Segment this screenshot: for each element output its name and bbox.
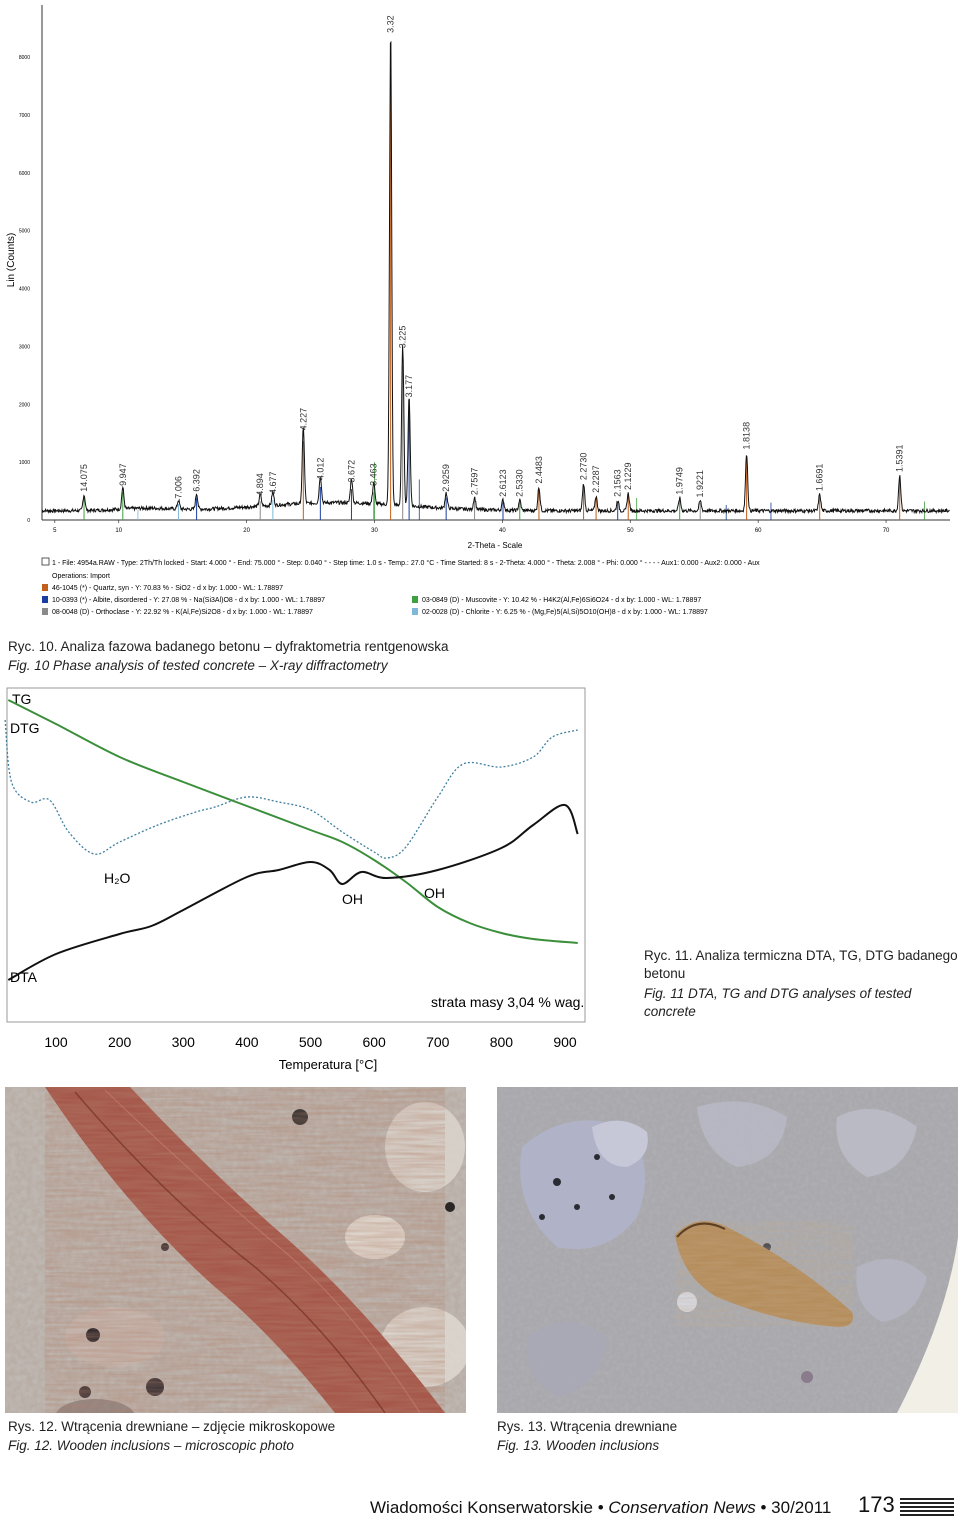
xrd-peak-label: 7.006 [173,476,184,499]
legend-albite: 10-0393 (*) - Albite, disordered - Y: 27.08 % - Na(Si3Al)O8 - d x by: 1.000 - WL: 1.78897 [52,597,326,604]
xrd-x-tick: 60 [754,528,762,534]
xrd-x-tick: 50 [626,528,634,534]
xrd-y-ticks [19,55,30,524]
thermal-x-tick: 300 [171,1034,195,1050]
xrd-x-tick: 40 [499,528,506,534]
xrd-y-tick: 0 [27,518,30,524]
legend-chlorite: 02-0028 (D) - Chlorite - Y: 6.25 % - (Mg,Fe)5(Al,Si)5O10(OH)8 - d x by: 1.000 - WL: 1.78897 [422,609,708,616]
xrd-peak-label: 2.1563 [612,469,623,497]
thermal-x-tick: 500 [298,1034,323,1050]
legend-swatch-quartz [42,584,48,591]
xrd-y-label: Lin (Counts) [6,232,17,288]
caption-fig12-pl: Rys. 12. Wtrącenia drewniane – zdjęcie mikroskopowe [8,1419,336,1434]
xrd-x-label: 2-Theta - Scale [467,541,523,550]
xrd-peak-label: 4.012 [315,457,326,481]
thermal-x-tick: 400 [235,1034,259,1050]
journal-name: Wiadomości Konserwatorskie • [370,1498,609,1517]
xrd-y-tick: 8000 [18,55,30,62]
thermal-x-tick: 900 [553,1034,577,1050]
xrd-x-tick: 10 [115,528,123,534]
legend-main: 1 - File: 4954a.RAW - Type: 2Th/Th locked - Start: 4.000 ° - End: 75.000 ° - Step: 0.040 ° - Step time: 1.0 s - Temp.: 27.0 °C - Time Started: 8 s - 2-Theta: 4.000 ° - Theta: 2.008 ° - Phi: 0.000 ° - - - - Aux1: 0.000 - Aux2: 0.000 - Aux [52,560,760,567]
legend-quartz: 46-1045 (*) - Quartz, syn - Y: 70.83 % - SiO2 - d x by: 1.000 - WL: 1.78897 [52,585,283,592]
xrd-peak-label: 2.6123 [498,469,509,497]
xrd-peak-labels [79,15,905,498]
xrd-peak-label: 4.677 [267,471,278,495]
xrd-y-tick: 3000 [18,344,30,351]
page-number: 173 [858,1492,895,1517]
xrd-y-tick: 1000 [18,460,30,467]
xrd-peak-label: 2.5330 [514,469,525,497]
caption-fig10-pl: Ryc. 10. Analiza fazowa badanego betonu – dyfraktometria rentgenowska [8,639,449,654]
xrd-peak-label: 4.894 [255,473,266,496]
journal-name-en: Conservation News [608,1498,756,1517]
xrd-peak-label: 3.177 [404,374,415,398]
xrd-x-tick: 70 [882,528,890,534]
xrd-x-ticks [53,520,890,534]
xrd-y-tick: 5000 [18,228,30,235]
label-dtg: DTG [10,720,40,736]
xrd-peak-label: 2.1229 [623,462,634,490]
xrd-peak-label: 1.6691 [814,463,825,492]
legend-muscovite: 03-0849 (D) - Muscovite - Y: 10.42 % - H4K2(Al,Fe)6Si6O24 - d x by: 1.000 - WL: 1.78897 [422,597,702,604]
wood-inclusion-micro-photo [5,1087,466,1413]
xrd-peak-label: 9.947 [117,463,128,486]
xrd-peak-label: 3.672 [346,459,357,483]
xrd-y-tick: 2000 [18,402,30,409]
thermal-frame [7,688,585,1022]
xrd-peak-label: 1.9749 [674,467,685,495]
xrd-peak-label: 3.463 [368,463,379,486]
xrd-peak-label: 2.7597 [469,467,480,496]
thermal-x-tick: 100 [44,1034,68,1050]
legend-swatch-chlorite [412,608,418,615]
label-h2o: H₂O [104,870,131,886]
xrd-peak-label: 2.2730 [578,452,589,481]
xrd-peak-label: 14.075 [79,464,90,492]
legend-swatch-albite [42,596,48,603]
thermal-x-tick: 200 [107,1034,132,1050]
thermal-x-ticks [44,1034,577,1050]
xrd-peak-label: 1.9221 [695,469,706,498]
caption-fig10-en: Fig. 10 Phase analysis of tested concrete – X-ray diffractometry [8,658,388,673]
xrd-y-tick: 4000 [18,286,30,293]
thermal-x-label: Temperatura [°C] [278,1057,378,1072]
label-oh-2: OH [424,885,445,901]
label-dta: DTA [10,969,37,985]
xrd-peak-label: 1.8138 [741,421,752,450]
journal-footer [370,1498,831,1518]
legend-swatch-muscovite [412,596,418,603]
xrd-peak-label: 3.225 [397,325,408,349]
wood-inclusion-photo [497,1087,958,1413]
micro-photo-image [5,1087,466,1413]
concrete-photo-image [497,1087,958,1413]
xrd-y-tick: 6000 [18,170,30,177]
xrd-phase-sticks [84,75,924,520]
journal-issue: • 30/2011 [755,1498,832,1517]
xrd-peak-label: 2.2287 [591,465,602,493]
thermal-x-tick: 600 [362,1034,386,1050]
xrd-peak-label: 2.9259 [441,464,452,492]
legend-orthoclase: 08-0048 (D) - Orthoclase - Y: 22.92 % - K(Al,Fe)Si2O8 - d x by: 1.000 - WL: 1.78897 [52,609,313,616]
xrd-chart [0,0,960,625]
legend-swatch-orthoclase [42,608,48,615]
caption-fig12-en: Fig. 12. Wooden inclusions – microscopic photo [8,1438,294,1453]
xrd-peak-label: 3.32 [385,15,396,33]
caption-fig13-en: Fig. 13. Wooden inclusions [497,1438,660,1453]
mass-loss-label: strata masy 3,04 % wag. [431,994,585,1010]
footer-stripes [900,1498,954,1516]
xrd-pattern-line [42,42,950,512]
xrd-peak-label: 1.5391 [894,444,905,473]
thermal-x-tick: 700 [426,1034,450,1050]
caption-fig13-pl: Rys. 13. Wtrącenia drewniane [497,1419,678,1434]
xrd-x-tick: 20 [243,528,250,534]
xrd-peak-label: 2.4483 [533,456,544,484]
xrd-x-tick: 5 [53,528,57,534]
caption-fig11-en: Fig. 11 DTA, TG and DTG analyses of tested concrete [644,986,912,1019]
xrd-y-tick: 7000 [18,112,30,119]
xrd-peak-label: 6.392 [191,469,202,492]
caption-fig11-pl: Ryc. 11. Analiza termiczna DTA, TG, DTG badanego betonu [644,948,958,981]
legend-ops: Operations: Import [52,573,110,580]
label-oh-1: OH [342,891,363,907]
xrd-x-tick: 30 [371,528,378,534]
thermal-x-tick: 800 [489,1034,514,1050]
xrd-peak-label: 4.227 [298,407,309,431]
legend-box-main [42,558,49,565]
thermal-chart [0,682,600,1077]
label-tg: TG [12,691,32,707]
